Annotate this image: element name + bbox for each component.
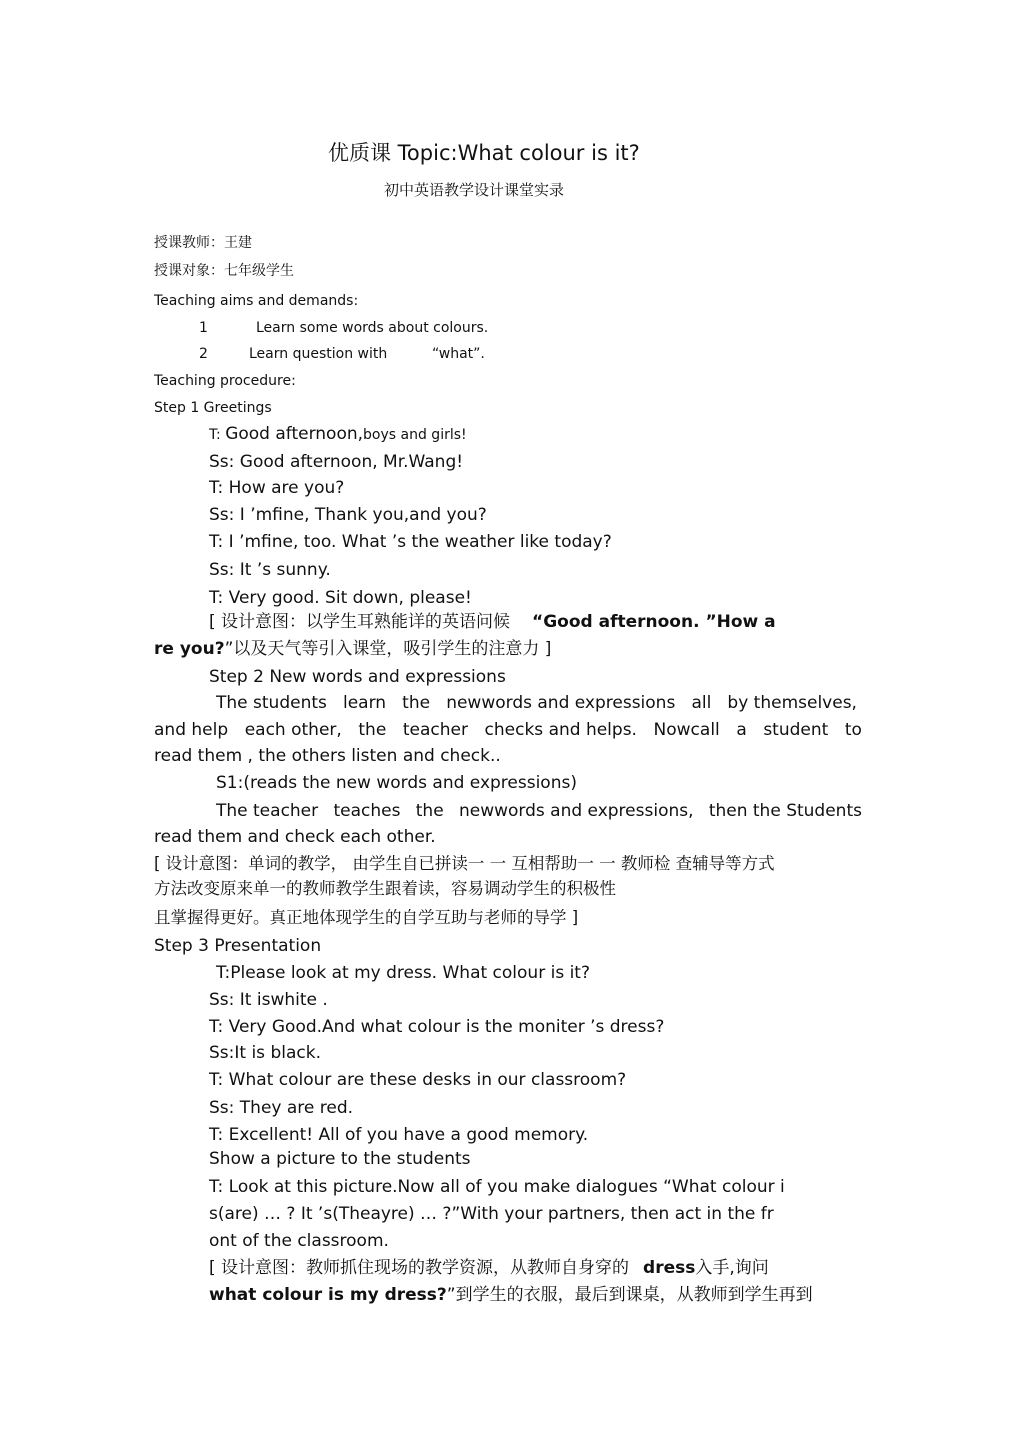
word: the — [358, 720, 387, 740]
word: Nowcall — [653, 720, 720, 740]
utterance: Good afternoon, — [225, 424, 364, 444]
aim-text: Learn question with — [249, 346, 388, 362]
dialogue-line: Ss: It iswhite . — [209, 990, 328, 1010]
design-note: [ 设计意图：单词的教学， 由学生自已拼读一 一 互相帮助一 一 教师检 查辅导等方式 — [154, 854, 775, 873]
design-note — [209, 1259, 769, 1279]
speaker: T: — [209, 427, 226, 443]
word: newwords and expressions, — [458, 801, 694, 821]
dialogue-line: T:Please look at my dress. What colour is it? — [216, 963, 590, 983]
word: then the Students — [708, 801, 862, 821]
word: all — [691, 693, 712, 713]
note-text: “Good afternoon. ”How a — [532, 612, 776, 632]
word: each other, — [244, 720, 342, 740]
paragraph-line — [216, 802, 862, 822]
target-line: 授课对象：七年级学生 — [154, 263, 294, 279]
aim-text: Learn some words about colours. — [256, 320, 489, 336]
word: to — [844, 720, 862, 740]
dialogue-line: T: What colour are these desks in our classroom? — [209, 1070, 627, 1090]
word: teaches — [333, 801, 401, 821]
document-title: 优质课 Topic:What colour is it? — [328, 141, 640, 165]
word: the — [402, 693, 431, 713]
step2-heading: Step 2 New words and expressions — [209, 667, 506, 687]
note-text: 入手,询问 — [695, 1258, 769, 1278]
aims-heading: Teaching aims and demands: — [154, 293, 359, 309]
dialogue-line: Ss:It is black. — [209, 1043, 321, 1063]
design-note — [154, 640, 551, 660]
instruction-line: Show a picture to the students — [209, 1149, 471, 1169]
design-note — [209, 1286, 813, 1306]
word: by themselves, — [727, 693, 857, 713]
dialogue-line: Ss: It ’s sunny. — [209, 560, 331, 580]
aim-number: 2 — [199, 346, 208, 362]
word: learn — [342, 693, 387, 713]
word: and help — [154, 720, 229, 740]
design-note: 且掌握得更好。真正地体现学生的自学互助与老师的导学 ] — [154, 908, 579, 927]
dialogue-line: Ss: I ’mfine, Thank you,and you? — [209, 505, 487, 525]
dialogue-line: T: Very good. Sit down, please! — [209, 588, 472, 608]
word: newwords and expressions — [446, 693, 676, 713]
note-text: what colour is my dress? — [209, 1285, 447, 1305]
dialogue-line: ont of the classroom. — [209, 1231, 389, 1251]
procedure-heading: Teaching procedure: — [154, 373, 296, 389]
design-note — [209, 613, 776, 633]
word: checks and helps. — [484, 720, 637, 740]
note-text: ”到学生的衣服，最后到课桌，从教师到学生再到 — [446, 1285, 813, 1305]
dialogue-line: T: Very Good.And what colour is the moniter ’s dress? — [209, 1017, 665, 1037]
paragraph-line: S1:(reads the new words and expressions) — [216, 773, 577, 793]
dialogue-line: T: I ’mfine, too. What ’s the weather like today? — [209, 532, 612, 552]
note-text: dress — [643, 1258, 696, 1278]
dialogue-line: s(are) … ? It ’s(Theayre) … ?”With your partners, then act in the fr — [209, 1204, 774, 1224]
word: The teacher — [216, 801, 319, 821]
paragraph-line: read them , the others listen and check.. — [154, 746, 501, 766]
paragraph-line — [154, 721, 862, 741]
utterance: boys and girls! — [363, 427, 467, 443]
word: teacher — [402, 720, 468, 740]
teacher-line: 授课教师：王建 — [154, 235, 252, 251]
dialogue-line: Ss: Good afternoon, Mr.Wang! — [209, 452, 464, 472]
note-text: [ 设计意图：教师抓住现场的教学资源，从教师自身穿的 — [209, 1258, 630, 1278]
dialogue-line: Ss: They are red. — [209, 1098, 354, 1118]
step3-heading: Step 3 Presentation — [154, 936, 322, 956]
design-note: 方法改变原来单一的教师教学生跟着读，容易调动学生的积极性 — [154, 879, 616, 898]
word: The students — [216, 693, 327, 713]
dialogue-line: T: Excellent! All of you have a good memory. — [209, 1125, 589, 1145]
note-text: re you? — [154, 639, 225, 659]
note-text: [ 设计意图：以学生耳熟能详的英语问候 — [209, 612, 511, 632]
dialogue-line — [209, 425, 467, 445]
document-subtitle: 初中英语教学设计课堂实录 — [384, 181, 565, 199]
step1-heading: Step 1 Greetings — [154, 400, 272, 416]
note-text: ”以及天气等引入课堂，吸引学生的注意力 ] — [224, 639, 552, 659]
word: a — [736, 720, 747, 740]
aim-number: 1 — [199, 320, 208, 336]
dialogue-line: T: How are you? — [209, 478, 345, 498]
paragraph-line: read them and check each other. — [154, 827, 436, 847]
aim-quote: “what”. — [432, 346, 485, 362]
paragraph-line — [216, 694, 857, 714]
word: the — [415, 801, 444, 821]
word: student — [763, 720, 829, 740]
dialogue-line: T: Look at this picture.Now all of you make dialogues “What colour i — [209, 1177, 785, 1197]
